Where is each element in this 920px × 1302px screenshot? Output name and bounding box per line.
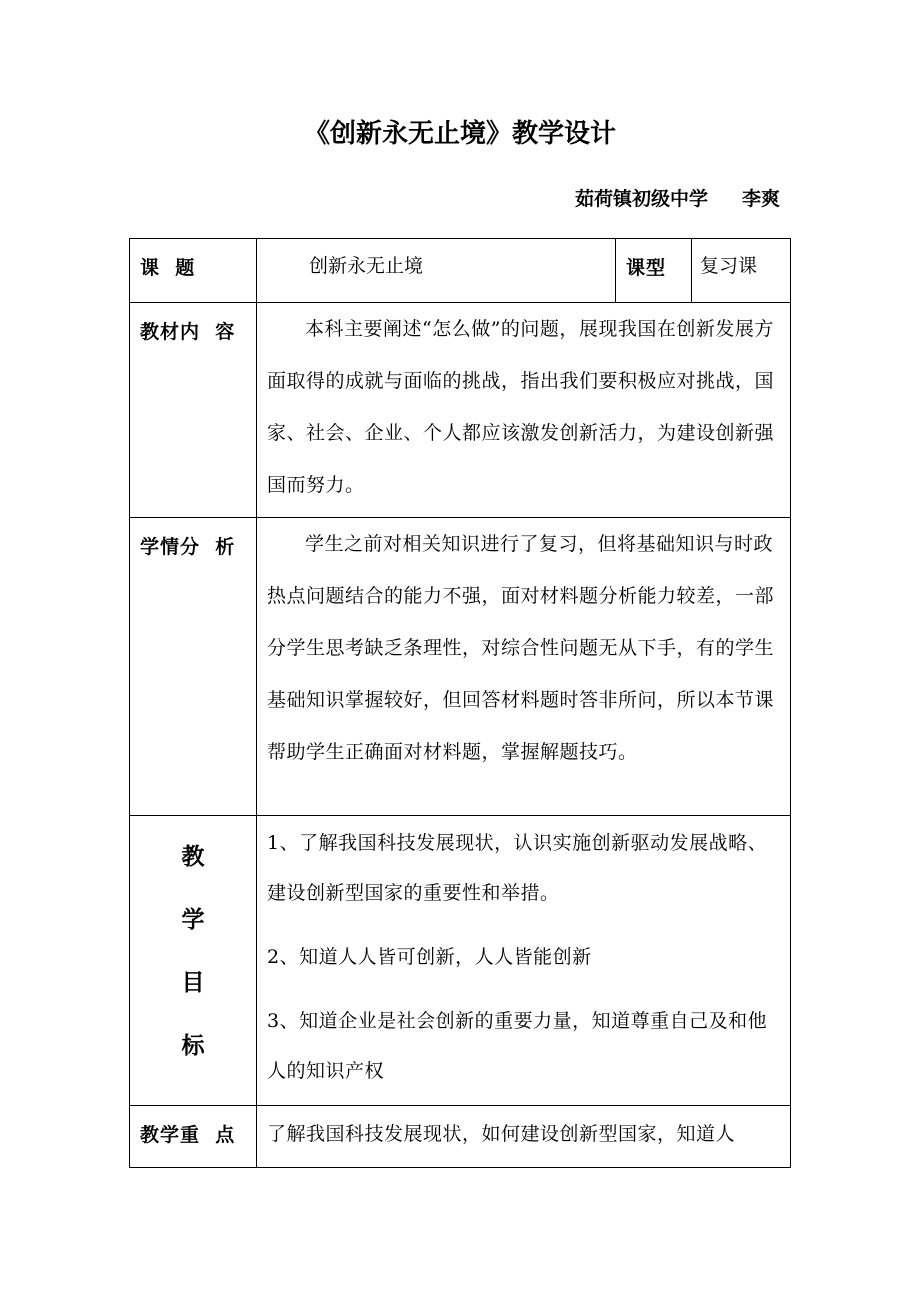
row-content [130, 303, 791, 518]
lesson-design-table [129, 238, 791, 1168]
row-analysis [130, 518, 791, 816]
goals-label-char: 教 [181, 844, 205, 870]
school-name: 茹荷镇初级中学 [574, 188, 708, 210]
key-points-text: 了解我国科技发展现状，如何建设创新型国家，知道人 [257, 1106, 791, 1168]
row-goals [130, 816, 791, 1106]
goals-label-char: 目 [181, 970, 205, 996]
author-name: 李爽 [741, 188, 780, 210]
goals-label-char: 标 [181, 1033, 205, 1059]
type-value: 复习课 [692, 239, 791, 303]
row-key-points [130, 1106, 791, 1168]
analysis-label: 学情分 析 [130, 518, 257, 816]
goals-label-char: 学 [181, 907, 205, 933]
goal-item: 2、知道人人皆可创新，人人皆能创新 [267, 946, 592, 968]
topic-label: 课 题 [130, 239, 257, 303]
goal-item: 1、了解我国科技发展现状，认识实施创新驱动发展战略、建设创新型国家的重要性和举措。 [267, 832, 768, 904]
analysis-text: 学生之前对相关知识进行了复习，但将基础知识与时政热点问题结合的能力不强，面对材料题分析能力较差，一部分学生思考缺乏条理性，对综合性问题无从下手，有的学生基础知识掌握较好，但回答材料题时答非所问，所以本节课帮助学生正确面对材料题，掌握解题技巧。 [257, 518, 791, 816]
goals-list [257, 816, 791, 1106]
topic-value: 创新永无止境 [257, 239, 616, 303]
author-line [575, 184, 780, 214]
goals-label [130, 816, 257, 1106]
content-label: 教材内 容 [130, 303, 257, 518]
type-label: 课型 [616, 239, 692, 303]
row-topic [130, 239, 791, 303]
document-title: 《创新永无止境》教学设计 [303, 119, 616, 149]
key-points-label: 教学重 点 [130, 1106, 257, 1168]
goal-item: 3、知道企业是社会创新的重要力量，知道尊重自己及和他人的知识产权 [267, 1010, 768, 1082]
content-text: 本科主要阐述“怎么做”的问题，展现我国在创新发展方面取得的成就与面临的挑战，指出我们要积极应对挑战，国家、社会、企业、个人都应该激发创新活力，为建设创新强国而努力。 [257, 303, 791, 518]
